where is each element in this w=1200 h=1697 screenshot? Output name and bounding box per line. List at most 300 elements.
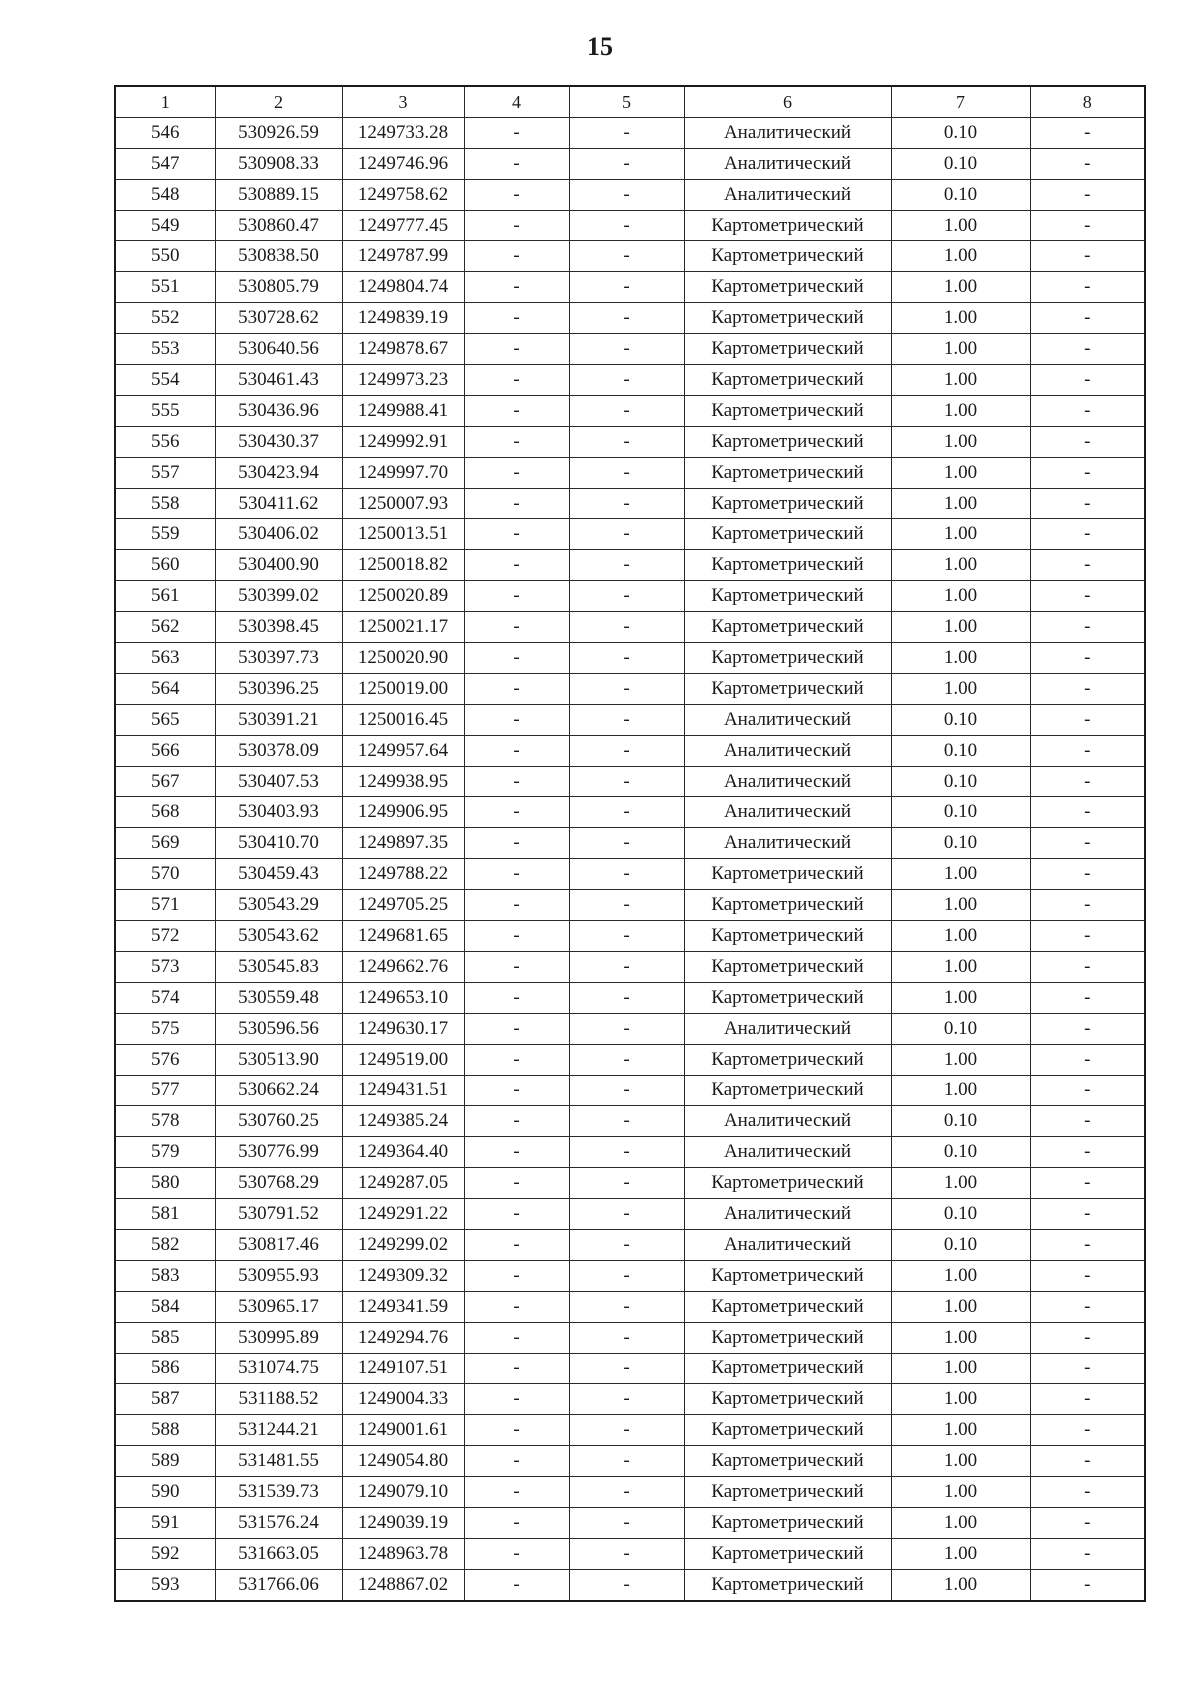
point-number-cell: 551 (115, 272, 215, 303)
col5-value-cell: - (569, 117, 684, 148)
y-coordinate-cell: 1249897.35 (342, 828, 464, 859)
col5-value-cell: - (569, 1044, 684, 1075)
method-cell: Картометрический (684, 457, 891, 488)
accuracy-cell: 1.00 (891, 550, 1030, 581)
col5-value-cell: - (569, 334, 684, 365)
method-cell: Картометрический (684, 1446, 891, 1477)
x-coordinate-cell: 530640.56 (215, 334, 342, 365)
method-cell: Аналитический (684, 1229, 891, 1260)
col4-value-cell: - (464, 1477, 569, 1508)
accuracy-cell: 1.00 (891, 210, 1030, 241)
accuracy-cell: 1.00 (891, 951, 1030, 982)
col8-value-cell: - (1030, 1384, 1145, 1415)
point-number-cell: 562 (115, 612, 215, 643)
col8-value-cell: - (1030, 117, 1145, 148)
col8-value-cell: - (1030, 1044, 1145, 1075)
table-row (115, 581, 1145, 612)
method-cell: Картометрический (684, 921, 891, 952)
table-row (115, 1229, 1145, 1260)
y-coordinate-cell: 1248963.78 (342, 1538, 464, 1569)
accuracy-cell: 1.00 (891, 426, 1030, 457)
column-header-2: 2 (215, 86, 342, 117)
point-number-cell: 548 (115, 179, 215, 210)
accuracy-cell: 1.00 (891, 303, 1030, 334)
col8-value-cell: - (1030, 241, 1145, 272)
x-coordinate-cell: 530662.24 (215, 1075, 342, 1106)
method-cell: Картометрический (684, 1415, 891, 1446)
col8-value-cell: - (1030, 890, 1145, 921)
table-row (115, 643, 1145, 674)
col4-value-cell: - (464, 982, 569, 1013)
y-coordinate-cell: 1249938.95 (342, 766, 464, 797)
col5-value-cell: - (569, 612, 684, 643)
point-number-cell: 586 (115, 1353, 215, 1384)
accuracy-cell: 0.10 (891, 766, 1030, 797)
y-coordinate-cell: 1250021.17 (342, 612, 464, 643)
col5-value-cell: - (569, 921, 684, 952)
accuracy-cell: 1.00 (891, 1322, 1030, 1353)
col4-value-cell: - (464, 1415, 569, 1446)
col8-value-cell: - (1030, 395, 1145, 426)
col4-value-cell: - (464, 1229, 569, 1260)
table-row (115, 457, 1145, 488)
method-cell: Картометрический (684, 365, 891, 396)
point-number-cell: 550 (115, 241, 215, 272)
col8-value-cell: - (1030, 581, 1145, 612)
x-coordinate-cell: 530926.59 (215, 117, 342, 148)
point-number-cell: 560 (115, 550, 215, 581)
col5-value-cell: - (569, 272, 684, 303)
col4-value-cell: - (464, 241, 569, 272)
point-number-cell: 555 (115, 395, 215, 426)
y-coordinate-cell: 1249878.67 (342, 334, 464, 365)
table-row (115, 828, 1145, 859)
col8-value-cell: - (1030, 1013, 1145, 1044)
table-row (115, 1507, 1145, 1538)
method-cell: Аналитический (684, 735, 891, 766)
col4-value-cell: - (464, 1507, 569, 1538)
accuracy-cell: 0.10 (891, 797, 1030, 828)
method-cell: Картометрический (684, 1322, 891, 1353)
col4-value-cell: - (464, 1446, 569, 1477)
method-cell: Картометрический (684, 890, 891, 921)
y-coordinate-cell: 1249758.62 (342, 179, 464, 210)
point-number-cell: 553 (115, 334, 215, 365)
x-coordinate-cell: 530459.43 (215, 859, 342, 890)
accuracy-cell: 1.00 (891, 890, 1030, 921)
accuracy-cell: 1.00 (891, 643, 1030, 674)
method-cell: Картометрический (684, 1384, 891, 1415)
col5-value-cell: - (569, 1137, 684, 1168)
col5-value-cell: - (569, 1168, 684, 1199)
col8-value-cell: - (1030, 921, 1145, 952)
accuracy-cell: 1.00 (891, 1075, 1030, 1106)
col8-value-cell: - (1030, 797, 1145, 828)
table-row (115, 921, 1145, 952)
col4-value-cell: - (464, 117, 569, 148)
col8-value-cell: - (1030, 334, 1145, 365)
col8-value-cell: - (1030, 828, 1145, 859)
accuracy-cell: 0.10 (891, 179, 1030, 210)
y-coordinate-cell: 1250019.00 (342, 673, 464, 704)
method-cell: Картометрический (684, 982, 891, 1013)
accuracy-cell: 1.00 (891, 1044, 1030, 1075)
y-coordinate-cell: 1249341.59 (342, 1291, 464, 1322)
accuracy-cell: 0.10 (891, 117, 1030, 148)
point-number-cell: 581 (115, 1199, 215, 1230)
table-row (115, 735, 1145, 766)
accuracy-cell: 0.10 (891, 735, 1030, 766)
table-row (115, 1569, 1145, 1600)
y-coordinate-cell: 1249107.51 (342, 1353, 464, 1384)
y-coordinate-cell: 1249906.95 (342, 797, 464, 828)
col5-value-cell: - (569, 982, 684, 1013)
method-cell: Картометрический (684, 1044, 891, 1075)
x-coordinate-cell: 530791.52 (215, 1199, 342, 1230)
col5-value-cell: - (569, 1291, 684, 1322)
y-coordinate-cell: 1249733.28 (342, 117, 464, 148)
col4-value-cell: - (464, 1199, 569, 1230)
method-cell: Аналитический (684, 828, 891, 859)
table-row (115, 1291, 1145, 1322)
method-cell: Аналитический (684, 1013, 891, 1044)
table-row (115, 1322, 1145, 1353)
col8-value-cell: - (1030, 1353, 1145, 1384)
accuracy-cell: 1.00 (891, 395, 1030, 426)
table-row (115, 673, 1145, 704)
table-row (115, 1075, 1145, 1106)
col4-value-cell: - (464, 1075, 569, 1106)
x-coordinate-cell: 530430.37 (215, 426, 342, 457)
accuracy-cell: 1.00 (891, 612, 1030, 643)
y-coordinate-cell: 1249804.74 (342, 272, 464, 303)
x-coordinate-cell: 530805.79 (215, 272, 342, 303)
point-number-cell: 572 (115, 921, 215, 952)
table-row (115, 117, 1145, 148)
method-cell: Картометрический (684, 395, 891, 426)
point-number-cell: 564 (115, 673, 215, 704)
col4-value-cell: - (464, 272, 569, 303)
accuracy-cell: 1.00 (891, 1507, 1030, 1538)
method-cell: Аналитический (684, 148, 891, 179)
accuracy-cell: 1.00 (891, 241, 1030, 272)
y-coordinate-cell: 1249385.24 (342, 1106, 464, 1137)
col4-value-cell: - (464, 828, 569, 859)
x-coordinate-cell: 531188.52 (215, 1384, 342, 1415)
col4-value-cell: - (464, 859, 569, 890)
x-coordinate-cell: 530436.96 (215, 395, 342, 426)
y-coordinate-cell: 1249630.17 (342, 1013, 464, 1044)
point-number-cell: 593 (115, 1569, 215, 1600)
col5-value-cell: - (569, 488, 684, 519)
table-row (115, 951, 1145, 982)
col4-value-cell: - (464, 1044, 569, 1075)
col8-value-cell: - (1030, 488, 1145, 519)
col8-value-cell: - (1030, 643, 1145, 674)
y-coordinate-cell: 1249309.32 (342, 1260, 464, 1291)
x-coordinate-cell: 530817.46 (215, 1229, 342, 1260)
method-cell: Картометрический (684, 1168, 891, 1199)
col8-value-cell: - (1030, 859, 1145, 890)
accuracy-cell: 1.00 (891, 1538, 1030, 1569)
col5-value-cell: - (569, 1477, 684, 1508)
col8-value-cell: - (1030, 303, 1145, 334)
point-number-cell: 566 (115, 735, 215, 766)
col4-value-cell: - (464, 1569, 569, 1600)
table-row (115, 426, 1145, 457)
y-coordinate-cell: 1249039.19 (342, 1507, 464, 1538)
col8-value-cell: - (1030, 1322, 1145, 1353)
point-number-cell: 577 (115, 1075, 215, 1106)
col8-value-cell: - (1030, 735, 1145, 766)
y-coordinate-cell: 1249777.45 (342, 210, 464, 241)
column-header-7: 7 (891, 86, 1030, 117)
col5-value-cell: - (569, 148, 684, 179)
col4-value-cell: - (464, 1260, 569, 1291)
x-coordinate-cell: 531244.21 (215, 1415, 342, 1446)
point-number-cell: 583 (115, 1260, 215, 1291)
x-coordinate-cell: 530559.48 (215, 982, 342, 1013)
point-number-cell: 570 (115, 859, 215, 890)
col5-value-cell: - (569, 303, 684, 334)
point-number-cell: 546 (115, 117, 215, 148)
table-row (115, 1538, 1145, 1569)
table-row (115, 1477, 1145, 1508)
accuracy-cell: 1.00 (891, 272, 1030, 303)
table-row (115, 303, 1145, 334)
col4-value-cell: - (464, 581, 569, 612)
col8-value-cell: - (1030, 612, 1145, 643)
x-coordinate-cell: 530543.29 (215, 890, 342, 921)
point-number-cell: 582 (115, 1229, 215, 1260)
y-coordinate-cell: 1249705.25 (342, 890, 464, 921)
table-row (115, 704, 1145, 735)
x-coordinate-cell: 531576.24 (215, 1507, 342, 1538)
accuracy-cell: 1.00 (891, 1291, 1030, 1322)
table-row (115, 859, 1145, 890)
y-coordinate-cell: 1249291.22 (342, 1199, 464, 1230)
y-coordinate-cell: 1250018.82 (342, 550, 464, 581)
col8-value-cell: - (1030, 982, 1145, 1013)
accuracy-cell: 1.00 (891, 921, 1030, 952)
point-number-cell: 588 (115, 1415, 215, 1446)
accuracy-cell: 1.00 (891, 1477, 1030, 1508)
col8-value-cell: - (1030, 426, 1145, 457)
col4-value-cell: - (464, 704, 569, 735)
accuracy-cell: 0.10 (891, 1199, 1030, 1230)
table-row (115, 1044, 1145, 1075)
accuracy-cell: 1.00 (891, 673, 1030, 704)
col4-value-cell: - (464, 1137, 569, 1168)
y-coordinate-cell: 1249992.91 (342, 426, 464, 457)
col5-value-cell: - (569, 1538, 684, 1569)
column-header-5: 5 (569, 86, 684, 117)
col4-value-cell: - (464, 1106, 569, 1137)
method-cell: Картометрический (684, 1507, 891, 1538)
x-coordinate-cell: 530403.93 (215, 797, 342, 828)
method-cell: Картометрический (684, 1477, 891, 1508)
col8-value-cell: - (1030, 179, 1145, 210)
x-coordinate-cell: 530728.62 (215, 303, 342, 334)
point-number-cell: 568 (115, 797, 215, 828)
table-row (115, 1106, 1145, 1137)
x-coordinate-cell: 530908.33 (215, 148, 342, 179)
accuracy-cell: 1.00 (891, 1446, 1030, 1477)
coordinates-table (114, 85, 1146, 1602)
col5-value-cell: - (569, 179, 684, 210)
col4-value-cell: - (464, 1013, 569, 1044)
accuracy-cell: 0.10 (891, 1013, 1030, 1044)
method-cell: Картометрический (684, 519, 891, 550)
method-cell: Картометрический (684, 1260, 891, 1291)
col8-value-cell: - (1030, 272, 1145, 303)
accuracy-cell: 0.10 (891, 1137, 1030, 1168)
x-coordinate-cell: 530965.17 (215, 1291, 342, 1322)
col4-value-cell: - (464, 395, 569, 426)
table-row (115, 179, 1145, 210)
point-number-cell: 547 (115, 148, 215, 179)
col8-value-cell: - (1030, 673, 1145, 704)
point-number-cell: 592 (115, 1538, 215, 1569)
method-cell: Аналитический (684, 766, 891, 797)
col8-value-cell: - (1030, 1446, 1145, 1477)
col8-value-cell: - (1030, 1260, 1145, 1291)
y-coordinate-cell: 1249653.10 (342, 982, 464, 1013)
col8-value-cell: - (1030, 365, 1145, 396)
col5-value-cell: - (569, 890, 684, 921)
col5-value-cell: - (569, 1229, 684, 1260)
accuracy-cell: 0.10 (891, 704, 1030, 735)
accuracy-cell: 1.00 (891, 982, 1030, 1013)
col8-value-cell: - (1030, 550, 1145, 581)
col5-value-cell: - (569, 426, 684, 457)
method-cell: Картометрический (684, 951, 891, 982)
x-coordinate-cell: 530378.09 (215, 735, 342, 766)
method-cell: Аналитический (684, 797, 891, 828)
x-coordinate-cell: 530995.89 (215, 1322, 342, 1353)
point-number-cell: 584 (115, 1291, 215, 1322)
col4-value-cell: - (464, 457, 569, 488)
column-header-8: 8 (1030, 86, 1145, 117)
x-coordinate-cell: 530410.70 (215, 828, 342, 859)
point-number-cell: 567 (115, 766, 215, 797)
col5-value-cell: - (569, 1507, 684, 1538)
y-coordinate-cell: 1249681.65 (342, 921, 464, 952)
accuracy-cell: 1.00 (891, 334, 1030, 365)
method-cell: Картометрический (684, 334, 891, 365)
col5-value-cell: - (569, 210, 684, 241)
point-number-cell: 561 (115, 581, 215, 612)
x-coordinate-cell: 530461.43 (215, 365, 342, 396)
page-number: 15 (587, 32, 613, 61)
table-row (115, 1353, 1145, 1384)
col4-value-cell: - (464, 426, 569, 457)
y-coordinate-cell: 1250007.93 (342, 488, 464, 519)
y-coordinate-cell: 1249787.99 (342, 241, 464, 272)
y-coordinate-cell: 1250016.45 (342, 704, 464, 735)
y-coordinate-cell: 1249988.41 (342, 395, 464, 426)
col8-value-cell: - (1030, 1229, 1145, 1260)
point-number-cell: 587 (115, 1384, 215, 1415)
accuracy-cell: 1.00 (891, 1260, 1030, 1291)
col5-value-cell: - (569, 766, 684, 797)
accuracy-cell: 0.10 (891, 148, 1030, 179)
col4-value-cell: - (464, 673, 569, 704)
x-coordinate-cell: 530543.62 (215, 921, 342, 952)
x-coordinate-cell: 530596.56 (215, 1013, 342, 1044)
col4-value-cell: - (464, 797, 569, 828)
method-cell: Картометрический (684, 581, 891, 612)
accuracy-cell: 1.00 (891, 365, 1030, 396)
point-number-cell: 589 (115, 1446, 215, 1477)
x-coordinate-cell: 531539.73 (215, 1477, 342, 1508)
point-number-cell: 565 (115, 704, 215, 735)
y-coordinate-cell: 1249788.22 (342, 859, 464, 890)
col4-value-cell: - (464, 1168, 569, 1199)
table-row (115, 797, 1145, 828)
point-number-cell: 554 (115, 365, 215, 396)
point-number-cell: 578 (115, 1106, 215, 1137)
accuracy-cell: 1.00 (891, 519, 1030, 550)
y-coordinate-cell: 1249004.33 (342, 1384, 464, 1415)
method-cell: Картометрический (684, 1075, 891, 1106)
method-cell: Картометрический (684, 303, 891, 334)
y-coordinate-cell: 1249299.02 (342, 1229, 464, 1260)
accuracy-cell: 1.00 (891, 457, 1030, 488)
x-coordinate-cell: 531481.55 (215, 1446, 342, 1477)
x-coordinate-cell: 531074.75 (215, 1353, 342, 1384)
col8-value-cell: - (1030, 457, 1145, 488)
table-row (115, 519, 1145, 550)
col4-value-cell: - (464, 921, 569, 952)
x-coordinate-cell: 530407.53 (215, 766, 342, 797)
method-cell: Картометрический (684, 210, 891, 241)
col4-value-cell: - (464, 179, 569, 210)
y-coordinate-cell: 1249079.10 (342, 1477, 464, 1508)
col8-value-cell: - (1030, 148, 1145, 179)
table-row (115, 395, 1145, 426)
accuracy-cell: 1.00 (891, 859, 1030, 890)
x-coordinate-cell: 530889.15 (215, 179, 342, 210)
col4-value-cell: - (464, 1291, 569, 1322)
accuracy-cell: 1.00 (891, 581, 1030, 612)
col4-value-cell: - (464, 890, 569, 921)
table-row (115, 210, 1145, 241)
col5-value-cell: - (569, 1415, 684, 1446)
x-coordinate-cell: 530397.73 (215, 643, 342, 674)
col5-value-cell: - (569, 951, 684, 982)
col4-value-cell: - (464, 303, 569, 334)
point-number-cell: 556 (115, 426, 215, 457)
col8-value-cell: - (1030, 1415, 1145, 1446)
x-coordinate-cell: 530768.29 (215, 1168, 342, 1199)
column-header-4: 4 (464, 86, 569, 117)
method-cell: Картометрический (684, 859, 891, 890)
table-row (115, 1168, 1145, 1199)
table-row (115, 272, 1145, 303)
method-cell: Картометрический (684, 241, 891, 272)
x-coordinate-cell: 530838.50 (215, 241, 342, 272)
column-header-6: 6 (684, 86, 891, 117)
col5-value-cell: - (569, 859, 684, 890)
point-number-cell: 575 (115, 1013, 215, 1044)
table-row (115, 1260, 1145, 1291)
column-header-1: 1 (115, 86, 215, 117)
method-cell: Картометрический (684, 1538, 891, 1569)
y-coordinate-cell: 1249294.76 (342, 1322, 464, 1353)
x-coordinate-cell: 530398.45 (215, 612, 342, 643)
point-number-cell: 558 (115, 488, 215, 519)
